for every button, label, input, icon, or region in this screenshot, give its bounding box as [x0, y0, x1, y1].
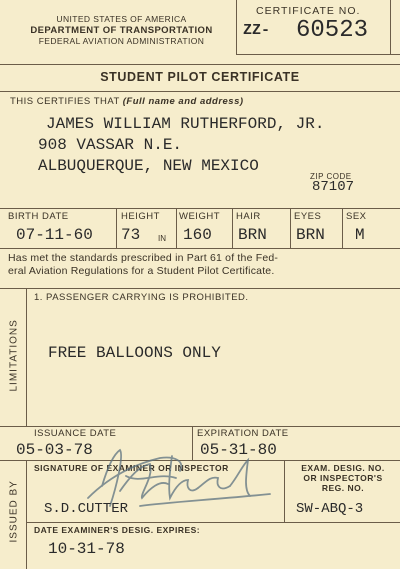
issuance-date-label: ISSUANCE DATE [34, 428, 117, 439]
desig-no-value: SW-ABQ-3 [296, 501, 364, 517]
holder-street: 908 VASSAR N.E. [38, 136, 183, 154]
certificate-no-label: CERTIFICATE NO. [256, 5, 361, 17]
holder-city: ALBUQUERQUE, NEW MEXICO [38, 157, 259, 175]
agency-block [14, 14, 229, 47]
height-value: 73 [121, 226, 141, 244]
issuance-date-value: 05-03-78 [16, 441, 93, 459]
certificate-prefix: ZZ- [243, 22, 271, 39]
eyes-value: BRN [296, 226, 325, 244]
zip-code: 87107 [312, 179, 355, 195]
certificate-title: STUDENT PILOT CERTIFICATE [100, 70, 300, 84]
sex-label: SEX [346, 211, 367, 222]
zip-code-label: ZIP CODE [310, 172, 352, 181]
statement-line-1: Has met the standards prescribed in Part 61 of the Fed- [8, 252, 279, 264]
weight-label: WEIGHT [179, 211, 220, 222]
birth-date-value: 07-11-60 [16, 226, 93, 244]
certifies-text: THIS CERTIFIES THAT [10, 96, 120, 107]
issued-by-side-label: ISSUED BY [8, 480, 20, 543]
certification-statement [8, 252, 398, 278]
desig-expires-value: 10-31-78 [48, 540, 125, 558]
limitation-item-1: 1. PASSENGER CARRYING IS PROHIBITED. [34, 292, 249, 303]
birth-date-label: BIRTH DATE [8, 211, 69, 222]
desig-expires-label: DATE EXAMINER'S DESIG. EXPIRES: [34, 525, 201, 535]
eyes-label: EYES [294, 211, 322, 222]
limitations-side-label: LIMITATIONS [8, 319, 20, 392]
desig-label-line-1: EXAM. DESIG. NO. [301, 463, 385, 473]
signature-label: SIGNATURE OF EXAMINER OR INSPECTOR [34, 463, 229, 473]
hair-label: HAIR [236, 211, 261, 222]
certifies-label [10, 96, 244, 107]
limitation-entry: FREE BALLOONS ONLY [48, 344, 221, 362]
expiration-date-label: EXPIRATION DATE [197, 428, 289, 439]
examiner-name: S.D.CUTTER [44, 501, 129, 517]
desig-label [288, 463, 398, 493]
height-unit: IN [158, 234, 166, 243]
expiration-date-value: 05-31-80 [200, 441, 277, 459]
desig-label-line-2: OR INSPECTOR'S [303, 473, 383, 483]
sex-value: M [355, 226, 365, 244]
statement-line-2: eral Aviation Regulations for a Student Pilot Certificate. [8, 265, 275, 277]
certificate-number: 60523 [296, 17, 369, 44]
agency-department: DEPARTMENT OF TRANSPORTATION [30, 25, 213, 36]
hair-value: BRN [238, 226, 267, 244]
weight-value: 160 [183, 226, 212, 244]
certifies-hint: (Full name and address) [122, 96, 244, 107]
holder-name: JAMES WILLIAM RUTHERFORD, JR. [46, 115, 325, 133]
height-label: HEIGHT [121, 211, 160, 222]
desig-label-line-3: REG. NO. [321, 483, 365, 493]
agency-country: UNITED STATES OF AMERICA [56, 14, 187, 24]
agency-administration: FEDERAL AVIATION ADMINISTRATION [38, 36, 205, 46]
